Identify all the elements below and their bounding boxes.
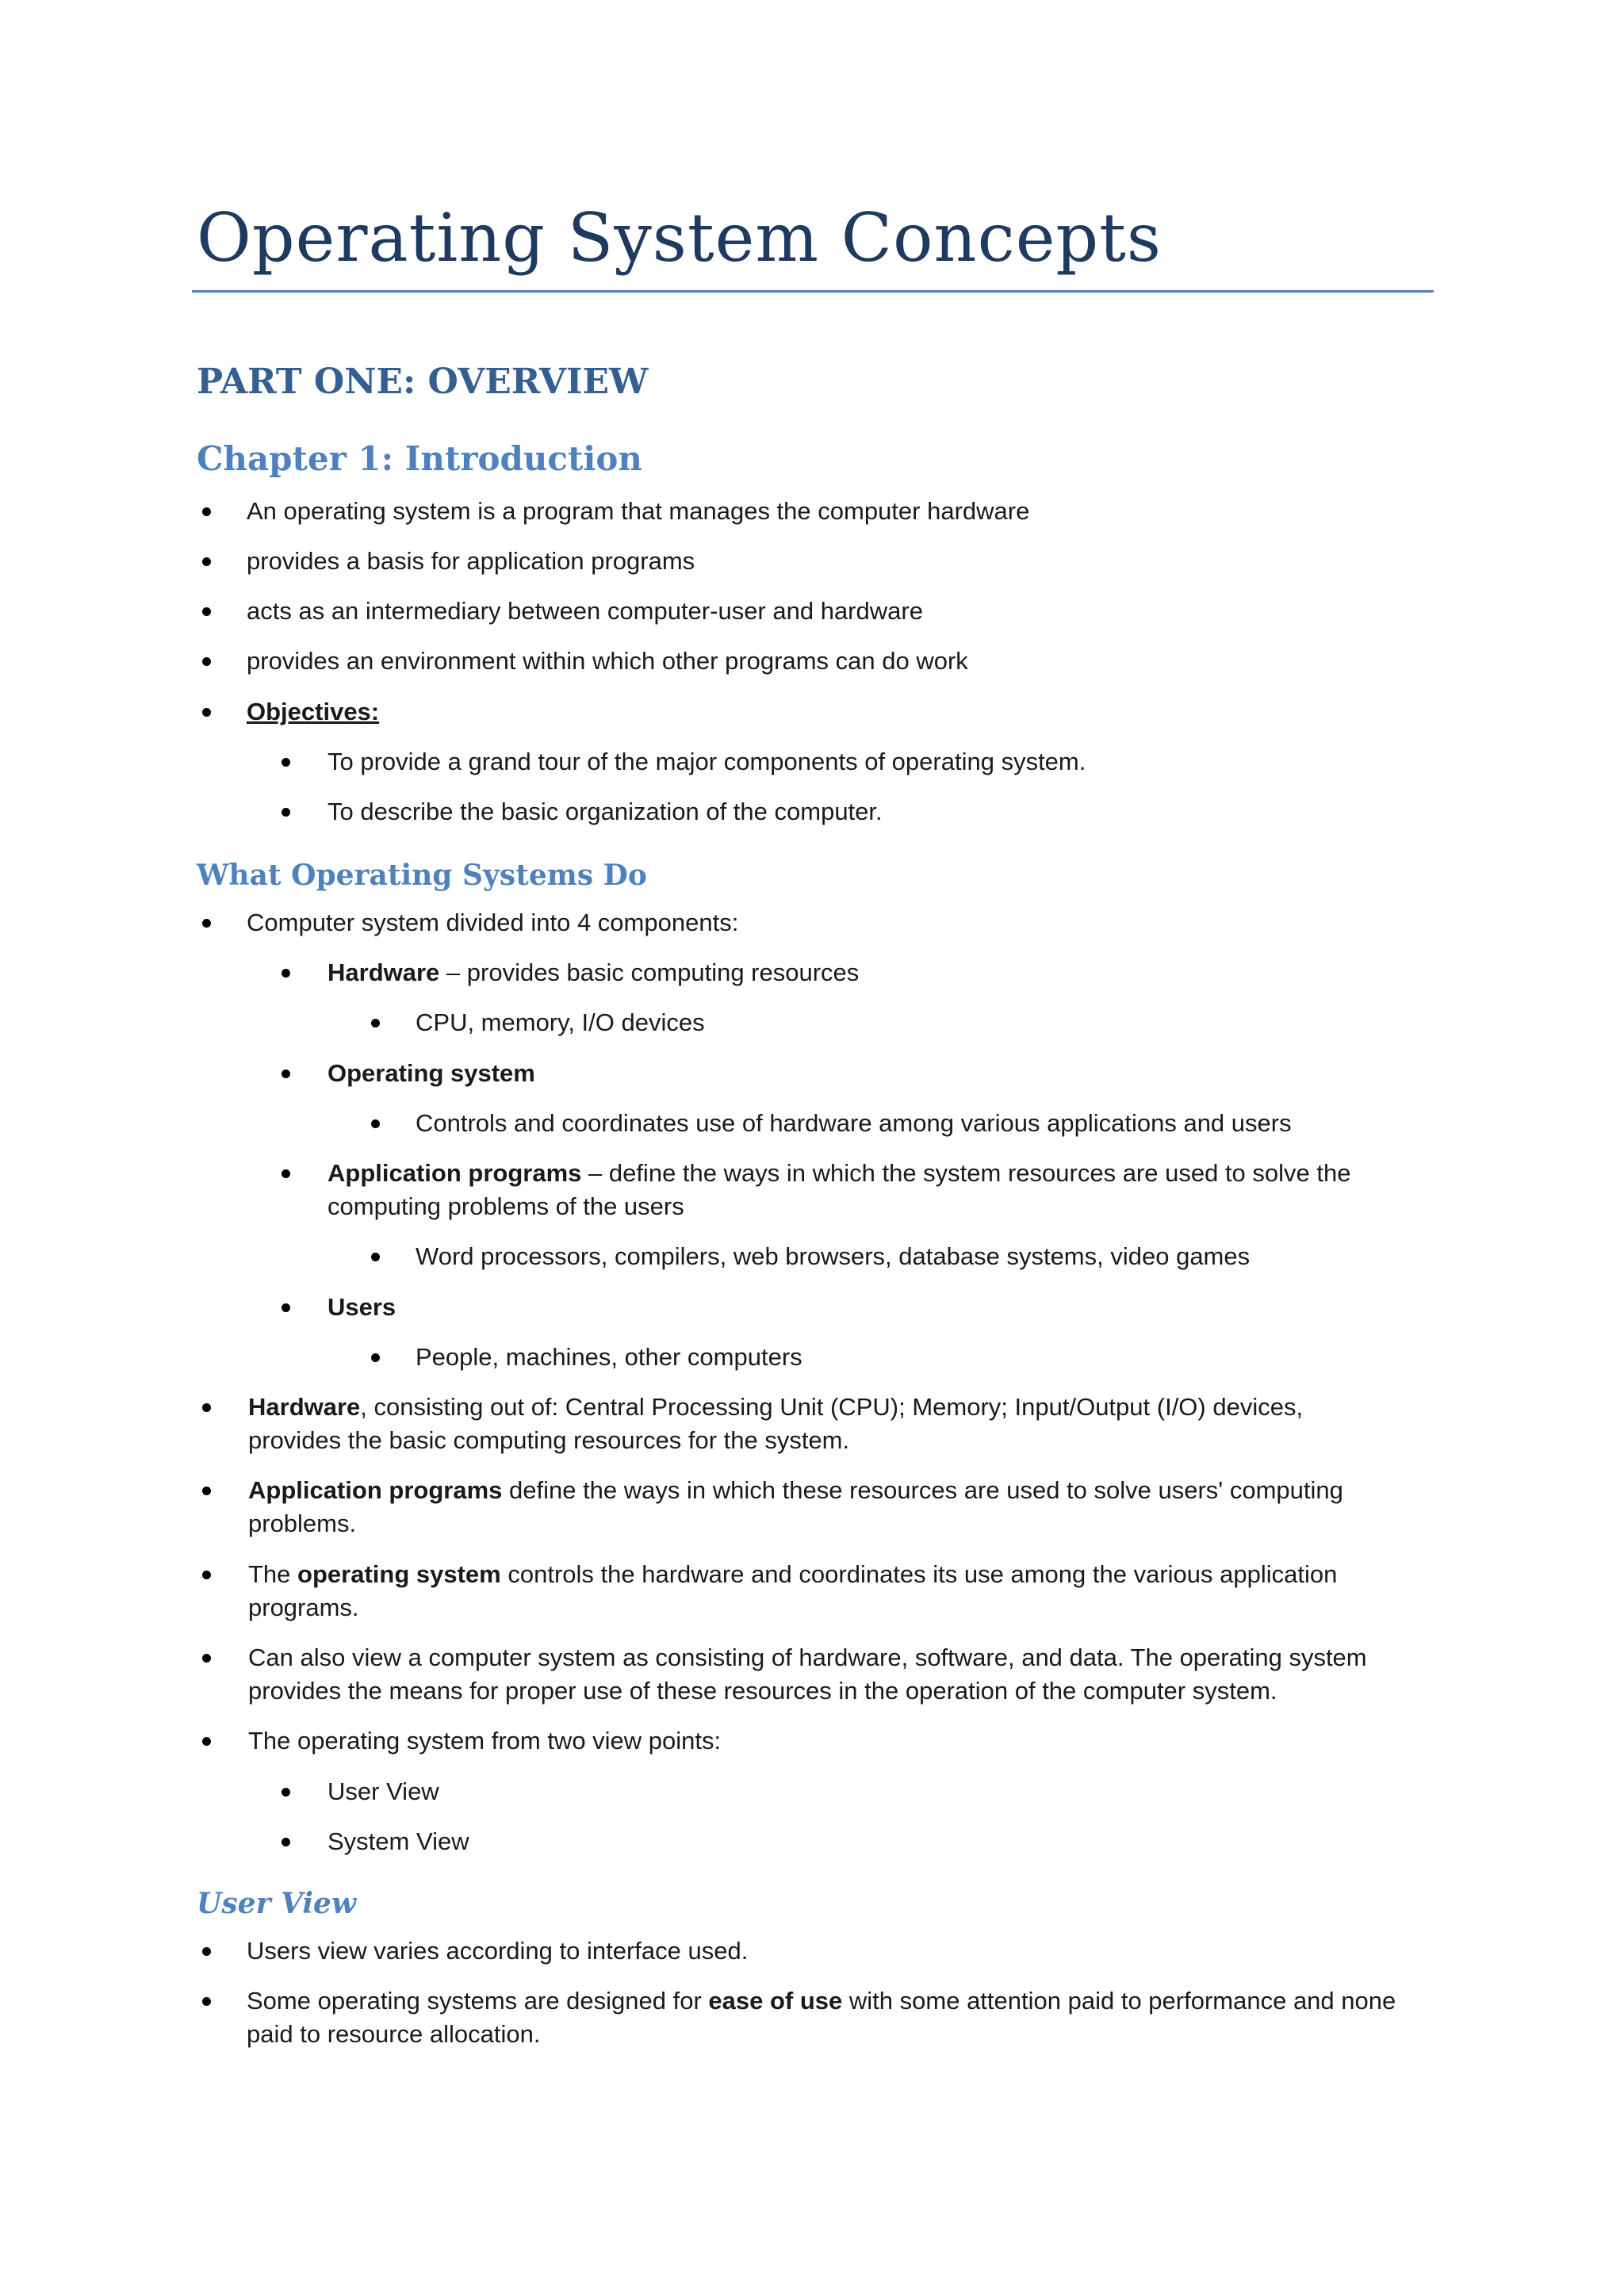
bullet-icon xyxy=(202,919,211,928)
bullet-icon xyxy=(202,1654,211,1663)
list-item xyxy=(327,745,1086,779)
list-item-text: The xyxy=(248,1560,298,1588)
list-item-text: programs. xyxy=(248,1594,359,1621)
bullet-icon xyxy=(202,1947,211,1956)
bullet-icon xyxy=(202,1487,211,1495)
list-item-continuation xyxy=(248,1424,849,1457)
list-item xyxy=(247,906,738,939)
list-item xyxy=(327,795,883,828)
list-item xyxy=(247,545,695,578)
list-item xyxy=(248,1641,1367,1674)
term: Hardware xyxy=(327,959,440,986)
list-item xyxy=(247,1984,1396,2018)
bullet-icon xyxy=(202,607,211,616)
list-item xyxy=(327,1775,439,1808)
list-item-text: An operating system is a program that manages the computer hardware xyxy=(247,497,1030,525)
list-item xyxy=(327,1157,1351,1190)
list-item-text: problems. xyxy=(248,1510,357,1537)
list-item-continuation xyxy=(248,1591,359,1624)
list-item xyxy=(416,1341,802,1374)
list-item-text: People, machines, other computers xyxy=(416,1343,802,1371)
list-item xyxy=(416,1240,1250,1273)
bullet-icon xyxy=(202,1571,211,1579)
section-heading-what-os-do: What Operating Systems Do xyxy=(197,859,647,892)
term: Application programs xyxy=(248,1476,503,1504)
list-item-text: Controls and coordinates use of hardware among various applications and users xyxy=(416,1109,1292,1137)
objectives-label: Objectives: xyxy=(247,698,380,725)
bullet-icon xyxy=(371,1019,380,1027)
list-item xyxy=(416,1006,705,1039)
bullet-icon xyxy=(202,657,211,666)
section-heading-user-view: User View xyxy=(197,1887,356,1920)
bullet-icon xyxy=(371,1119,380,1128)
list-item-text: System View xyxy=(327,1827,469,1855)
part-heading: PART ONE: OVERVIEW xyxy=(197,362,649,402)
term: Operating system xyxy=(327,1059,535,1087)
list-item xyxy=(247,495,1029,528)
list-item-text: provides a basis for application programs xyxy=(247,547,695,575)
list-item-text: Word processors, compilers, web browsers, database systems, video games xyxy=(416,1242,1251,1270)
list-item-text: computing problems of the users xyxy=(327,1192,684,1220)
list-item-text: , consisting out of: Central Processing Unit (CPU); Memory; Input/Output (I/O) devices, xyxy=(360,1393,1304,1421)
bullet-icon xyxy=(202,1737,211,1746)
list-item-text: The operating system from two view points: xyxy=(248,1727,722,1755)
list-item-text: User View xyxy=(327,1777,439,1805)
list-item-text: controls the hardware and coordinates its use among the various application xyxy=(500,1560,1338,1588)
list-item-text: To provide a grand tour of the major components of operating system. xyxy=(327,748,1086,775)
bullet-icon xyxy=(202,708,211,717)
objectives-item xyxy=(247,695,379,729)
bullet-icon xyxy=(202,507,211,516)
bullet-icon xyxy=(202,557,211,566)
list-item xyxy=(327,1825,469,1858)
list-item-text: To describe the basic organization of the computer. xyxy=(327,798,883,825)
bullet-icon xyxy=(282,758,290,767)
chapter-heading: Chapter 1: Introduction xyxy=(197,439,642,478)
list-item xyxy=(247,595,923,628)
list-item xyxy=(248,1724,721,1758)
term: Hardware xyxy=(248,1393,361,1421)
title-underline xyxy=(192,290,1434,293)
list-item-text: Computer system divided into 4 components: xyxy=(247,909,739,936)
list-item-text: Some operating systems are designed for xyxy=(247,1987,709,2015)
term: Users xyxy=(327,1293,396,1321)
list-item-continuation xyxy=(248,1507,356,1540)
list-item-text: define the ways in which these resources are used to solve users' computing xyxy=(502,1476,1343,1504)
bullet-icon xyxy=(202,1403,211,1412)
bullet-icon xyxy=(282,1788,290,1797)
list-item xyxy=(248,1558,1337,1591)
list-item xyxy=(247,645,968,678)
bullet-icon xyxy=(282,1070,290,1078)
term: ease of use xyxy=(708,1987,843,2015)
list-item-text: paid to resource allocation. xyxy=(247,2020,541,2048)
list-item xyxy=(327,1057,535,1090)
list-item xyxy=(247,1934,748,1968)
list-item-text: CPU, memory, I/O devices xyxy=(416,1008,705,1036)
bullet-icon xyxy=(202,1997,211,2006)
bullet-icon xyxy=(282,1303,290,1312)
list-item-text: provides the basic computing resources for the system. xyxy=(248,1426,850,1454)
bullet-icon xyxy=(282,1169,290,1178)
list-item-text: acts as an intermediary between computer-user and hardware xyxy=(247,597,923,625)
bullet-icon xyxy=(371,1353,380,1362)
list-item xyxy=(327,1291,396,1324)
list-item-text: provides the means for proper use of these resources in the operation of the computer system. xyxy=(248,1677,1277,1705)
bullet-icon xyxy=(282,969,290,978)
bullet-icon xyxy=(371,1253,380,1261)
term: Application programs xyxy=(327,1159,582,1187)
bullet-icon xyxy=(282,808,290,817)
list-item-text: – define the ways in which the system resources are used to solve the xyxy=(581,1159,1351,1187)
list-item xyxy=(327,956,859,989)
list-item-text: – provides basic computing resources xyxy=(439,959,860,986)
list-item-text: with some attention paid to performance and none xyxy=(842,1987,1396,2015)
bullet-icon xyxy=(282,1838,290,1846)
list-item-continuation xyxy=(327,1190,684,1223)
list-item xyxy=(416,1107,1292,1140)
list-item-text: Users view varies according to interface used. xyxy=(247,1937,749,1965)
list-item-text: Can also view a computer system as consisting of hardware, software, and data. The operating system xyxy=(248,1644,1367,1671)
document-title: Operating System Concepts xyxy=(197,199,1162,277)
list-item-continuation xyxy=(247,2018,541,2051)
term: operating system xyxy=(297,1560,501,1588)
list-item-continuation xyxy=(248,1674,1277,1708)
list-item xyxy=(248,1474,1343,1507)
list-item-text: provides an environment within which other programs can do work xyxy=(247,647,968,675)
list-item xyxy=(248,1391,1303,1424)
